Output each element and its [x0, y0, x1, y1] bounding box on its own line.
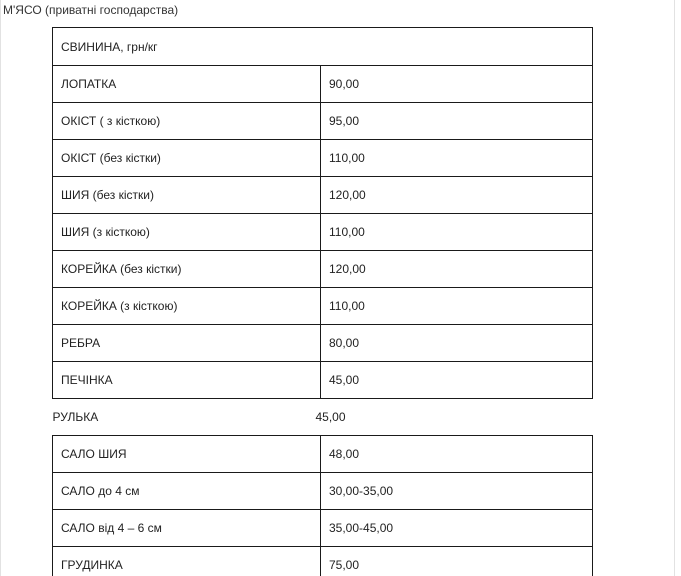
- table-header-row: [53, 28, 593, 66]
- product-name-cell: ОКІСТ (без кістки): [53, 140, 321, 177]
- price-cell: 95,00: [321, 103, 593, 140]
- table-row: [53, 140, 593, 177]
- product-name-cell: САЛО до 4 см: [53, 473, 321, 510]
- price-cell: 80,00: [321, 325, 593, 362]
- table-row: [53, 399, 593, 436]
- table-row: [53, 325, 593, 362]
- product-name-cell: ШИЯ (з кісткою): [53, 214, 321, 251]
- price-cell: 90,00: [321, 66, 593, 103]
- price-cell: 75,00: [321, 547, 593, 576]
- price-cell: 110,00: [321, 214, 593, 251]
- price-cell: 30,00-35,00: [321, 473, 593, 510]
- table-row: [53, 510, 593, 547]
- price-cell: 120,00: [321, 177, 593, 214]
- left-border: [0, 0, 1, 576]
- table-row: [53, 251, 593, 288]
- price-cell: 110,00: [321, 140, 593, 177]
- price-cell: 48,00: [321, 436, 593, 473]
- table-row: [53, 362, 593, 399]
- price-cell: 35,00-45,00: [321, 510, 593, 547]
- product-name-cell: РЕБРА: [53, 325, 321, 362]
- product-name-cell: ОКІСТ ( з кісткою): [53, 103, 321, 140]
- price-cell: 45,00: [315, 410, 346, 424]
- table-row: [53, 288, 593, 325]
- table-row: [53, 103, 593, 140]
- product-name-cell: ПЕЧІНКА: [53, 362, 321, 399]
- product-name-cell: ШИЯ (без кістки): [53, 177, 321, 214]
- table-row: [53, 66, 593, 103]
- table-row: [53, 436, 593, 473]
- price-cell: 120,00: [321, 251, 593, 288]
- table-row: [53, 547, 593, 576]
- table-header-cell: СВИНИНА, грн/кг: [53, 28, 593, 66]
- table-row: [53, 214, 593, 251]
- product-name-cell: ЛОПАТКА: [53, 66, 321, 103]
- product-name-cell: РУЛЬКА: [52, 410, 99, 424]
- product-name-cell: КОРЕЙКА (з кісткою): [53, 288, 321, 325]
- price-cell: 45,00: [321, 362, 593, 399]
- price-cell: 110,00: [321, 288, 593, 325]
- table-row: [53, 177, 593, 214]
- product-name-cell: ГРУДИНКА: [53, 547, 321, 576]
- product-name-cell: САЛО від 4 – 6 см: [53, 510, 321, 547]
- section-heading: М'ЯСО (приватні господарства): [3, 3, 179, 17]
- product-name-cell: КОРЕЙКА (без кістки): [53, 251, 321, 288]
- right-border: [674, 0, 675, 576]
- product-name-cell: САЛО ШИЯ: [53, 436, 321, 473]
- pork-price-table: [52, 27, 593, 576]
- table-row: [53, 473, 593, 510]
